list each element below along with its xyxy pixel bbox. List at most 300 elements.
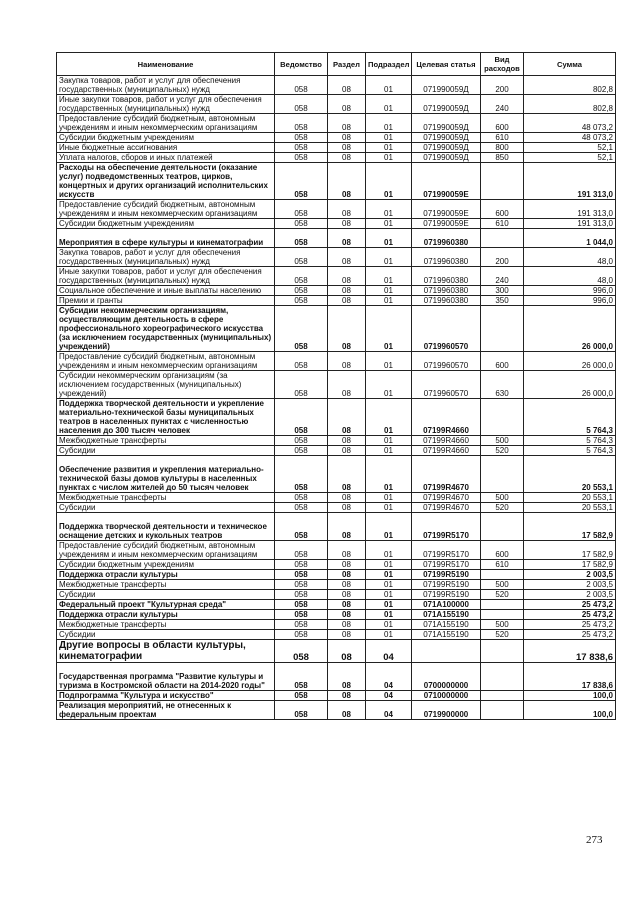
cell-vid: [481, 306, 524, 352]
cell-sum: 5 764,3: [524, 446, 616, 456]
cell-vid: [481, 663, 524, 691]
table-row: [57, 95, 616, 114]
cell-podrazdel: 04: [366, 691, 412, 701]
cell-razdel: 08: [328, 76, 366, 95]
cell-razdel: 08: [328, 133, 366, 143]
cell-razdel: 08: [328, 541, 366, 560]
cell-vid: [481, 610, 524, 620]
cell-podrazdel: 01: [366, 630, 412, 640]
cell-sum: 52,1: [524, 153, 616, 163]
cell-vid: 240: [481, 95, 524, 114]
cell-ved: 058: [275, 513, 328, 541]
cell-ved: 058: [275, 143, 328, 153]
table-row: [57, 503, 616, 513]
cell-ved: 058: [275, 229, 328, 248]
table-row: [57, 219, 616, 229]
cell-vid: [481, 163, 524, 200]
cell-vid: 300: [481, 286, 524, 296]
cell-razdel: 08: [328, 95, 366, 114]
cell-ved: 058: [275, 691, 328, 701]
cell-sum: 17 838,6: [524, 640, 616, 663]
cell-name: Субсидии: [57, 590, 275, 600]
cell-ved: 058: [275, 560, 328, 570]
cell-ved: 058: [275, 219, 328, 229]
cell-razdel: 08: [328, 163, 366, 200]
cell-ved: 058: [275, 640, 328, 663]
cell-podrazdel: 01: [366, 200, 412, 219]
cell-podrazdel: 01: [366, 133, 412, 143]
cell-sum: 17 582,9: [524, 513, 616, 541]
cell-razdel: 08: [328, 493, 366, 503]
cell-ved: 058: [275, 296, 328, 306]
cell-name: Предоставление субсидий бюджетным, автономным учреждениям и иным некоммерческим организациям: [57, 352, 275, 371]
cell-sum: 100,0: [524, 691, 616, 701]
cell-razdel: 08: [328, 456, 366, 493]
cell-name: Субсидии: [57, 630, 275, 640]
cell-ved: 058: [275, 248, 328, 267]
cell-podrazdel: 01: [366, 610, 412, 620]
cell-target: 07199R5170: [412, 541, 481, 560]
cell-sum: 48 073,2: [524, 114, 616, 133]
cell-target: 07199R4670: [412, 456, 481, 493]
cell-ved: 058: [275, 133, 328, 143]
cell-podrazdel: 01: [366, 399, 412, 436]
page-number: 273: [586, 834, 603, 846]
cell-vid: 500: [481, 580, 524, 590]
cell-target: 0719960570: [412, 352, 481, 371]
cell-sum: 26 000,0: [524, 371, 616, 399]
cell-vid: 500: [481, 436, 524, 446]
budget-table: [56, 52, 616, 720]
cell-ved: 058: [275, 456, 328, 493]
cell-ved: 058: [275, 663, 328, 691]
cell-vid: [481, 640, 524, 663]
cell-sum: 48,0: [524, 248, 616, 267]
cell-sum: 25 473,2: [524, 610, 616, 620]
cell-vid: 240: [481, 267, 524, 286]
table-row: [57, 200, 616, 219]
cell-target: 07199R5170: [412, 513, 481, 541]
cell-vid: [481, 229, 524, 248]
cell-sum: 48 073,2: [524, 133, 616, 143]
cell-target: 0710000000: [412, 691, 481, 701]
cell-podrazdel: 01: [366, 153, 412, 163]
table-header-row: [57, 53, 616, 76]
cell-razdel: 08: [328, 248, 366, 267]
cell-podrazdel: 01: [366, 580, 412, 590]
cell-razdel: 08: [328, 371, 366, 399]
cell-name: Поддержка творческой деятельности и техническое оснащение детских и кукольных театров: [57, 513, 275, 541]
cell-vid: 200: [481, 76, 524, 95]
cell-podrazdel: 01: [366, 503, 412, 513]
table-row: [57, 580, 616, 590]
cell-ved: 058: [275, 580, 328, 590]
cell-name: Обеспечение развития и укрепления материально-технической базы домов культуры в населенных пунктах с числом жителей до 50 тысяч человек: [57, 456, 275, 493]
cell-podrazdel: 01: [366, 446, 412, 456]
cell-target: 071990059Д: [412, 153, 481, 163]
table-row: [57, 143, 616, 153]
cell-razdel: 08: [328, 640, 366, 663]
table-row: [57, 560, 616, 570]
cell-vid: 600: [481, 200, 524, 219]
cell-ved: 058: [275, 76, 328, 95]
cell-vid: 630: [481, 371, 524, 399]
header-razdel: Раздел: [328, 53, 366, 76]
cell-razdel: 08: [328, 153, 366, 163]
cell-razdel: 08: [328, 200, 366, 219]
cell-target: 071990059Е: [412, 200, 481, 219]
cell-ved: 058: [275, 286, 328, 296]
cell-vid: 600: [481, 114, 524, 133]
cell-sum: 25 473,2: [524, 620, 616, 630]
cell-sum: 2 003,5: [524, 580, 616, 590]
cell-podrazdel: 04: [366, 640, 412, 663]
cell-ved: 058: [275, 493, 328, 503]
cell-target: 071990059Д: [412, 95, 481, 114]
cell-target: 07199R4670: [412, 493, 481, 503]
cell-sum: 1 044,0: [524, 229, 616, 248]
cell-target: 0719960380: [412, 296, 481, 306]
cell-razdel: 08: [328, 610, 366, 620]
cell-name: Подпрограмма "Культура и искусство": [57, 691, 275, 701]
cell-vid: [481, 456, 524, 493]
cell-target: 07199R4660: [412, 436, 481, 446]
cell-name: Субсидии: [57, 446, 275, 456]
cell-target: 071990059Е: [412, 163, 481, 200]
table-row: [57, 446, 616, 456]
cell-name: Межбюджетные трансферты: [57, 436, 275, 446]
cell-ved: 058: [275, 163, 328, 200]
table-row: [57, 114, 616, 133]
cell-ved: 058: [275, 200, 328, 219]
cell-podrazdel: 01: [366, 570, 412, 580]
table-row: [57, 590, 616, 600]
cell-podrazdel: 01: [366, 248, 412, 267]
cell-razdel: 08: [328, 399, 366, 436]
cell-ved: 058: [275, 610, 328, 620]
cell-vid: 520: [481, 446, 524, 456]
table-row: [57, 286, 616, 296]
cell-sum: 26 000,0: [524, 352, 616, 371]
cell-vid: 610: [481, 219, 524, 229]
cell-razdel: 08: [328, 114, 366, 133]
cell-ved: 058: [275, 503, 328, 513]
cell-target: 0719960570: [412, 371, 481, 399]
cell-name: Межбюджетные трансферты: [57, 580, 275, 590]
table-row: [57, 663, 616, 691]
cell-razdel: 08: [328, 436, 366, 446]
header-ved: Ведомство: [275, 53, 328, 76]
cell-razdel: 08: [328, 306, 366, 352]
cell-target: 071990059Д: [412, 133, 481, 143]
cell-podrazdel: 01: [366, 371, 412, 399]
cell-razdel: 08: [328, 219, 366, 229]
table-row: [57, 610, 616, 620]
cell-name: Мероприятия в сфере культуры и кинематографии: [57, 229, 275, 248]
cell-podrazdel: 01: [366, 513, 412, 541]
cell-vid: 600: [481, 352, 524, 371]
cell-podrazdel: 04: [366, 701, 412, 720]
cell-razdel: 08: [328, 630, 366, 640]
cell-target: 071990059Д: [412, 143, 481, 153]
cell-vid: 520: [481, 503, 524, 513]
table-row: [57, 163, 616, 200]
cell-target: 07199R4660: [412, 399, 481, 436]
cell-name: Предоставление субсидий бюджетным, автономным учреждениям и иным некоммерческим организациям: [57, 200, 275, 219]
table-row: [57, 371, 616, 399]
cell-target: 0700000000: [412, 663, 481, 691]
cell-name: Субсидии некоммерческим организациям, осуществляющим деятельность в сфере профессионального хореографического искусства (за исключением государственных (муниципальных) учреждений): [57, 306, 275, 352]
table-row: [57, 620, 616, 630]
cell-name: Закупка товаров, работ и услуг для обеспечения государственных (муниципальных) нужд: [57, 76, 275, 95]
cell-razdel: 08: [328, 513, 366, 541]
cell-name: Премии и гранты: [57, 296, 275, 306]
cell-vid: 610: [481, 133, 524, 143]
cell-name: Субсидии некоммерческим организациям (за исключением государственных (муниципальных) учреждений): [57, 371, 275, 399]
cell-name: Субсидии бюджетным учреждениям: [57, 560, 275, 570]
cell-sum: 191 313,0: [524, 200, 616, 219]
table-body: [57, 76, 616, 720]
cell-ved: 058: [275, 267, 328, 286]
cell-name: Поддержка отрасли культуры: [57, 610, 275, 620]
header-sum: Сумма: [524, 53, 616, 76]
cell-sum: 25 473,2: [524, 600, 616, 610]
cell-razdel: 08: [328, 296, 366, 306]
cell-vid: [481, 513, 524, 541]
cell-ved: 058: [275, 114, 328, 133]
cell-sum: 25 473,2: [524, 630, 616, 640]
cell-target: 07199R5170: [412, 560, 481, 570]
cell-razdel: 08: [328, 663, 366, 691]
cell-razdel: 08: [328, 286, 366, 296]
cell-podrazdel: 01: [366, 95, 412, 114]
cell-podrazdel: 01: [366, 163, 412, 200]
cell-ved: 058: [275, 446, 328, 456]
cell-target: 071990059Д: [412, 114, 481, 133]
table-row: [57, 267, 616, 286]
table-row: [57, 691, 616, 701]
cell-vid: 600: [481, 541, 524, 560]
cell-razdel: 08: [328, 600, 366, 610]
cell-sum: 802,8: [524, 95, 616, 114]
cell-razdel: 08: [328, 691, 366, 701]
cell-sum: 52,1: [524, 143, 616, 153]
cell-podrazdel: 01: [366, 352, 412, 371]
cell-target: 0719960380: [412, 229, 481, 248]
cell-vid: [481, 399, 524, 436]
cell-target: 0719960380: [412, 267, 481, 286]
cell-vid: [481, 701, 524, 720]
cell-ved: 058: [275, 399, 328, 436]
cell-name: Поддержка творческой деятельности и укрепление материально-технической базы муниципальных театров в населенных пунктах с численностью населения до 300 тысяч человек: [57, 399, 275, 436]
cell-ved: 058: [275, 570, 328, 580]
cell-razdel: 08: [328, 229, 366, 248]
cell-ved: 058: [275, 371, 328, 399]
cell-name: Субсидии: [57, 503, 275, 513]
cell-name: Социальное обеспечение и иные выплаты населению: [57, 286, 275, 296]
cell-name: Иные закупки товаров, работ и услуг для обеспечения государственных (муниципальных) нужд: [57, 267, 275, 286]
cell-vid: 520: [481, 590, 524, 600]
cell-razdel: 08: [328, 580, 366, 590]
cell-sum: 5 764,3: [524, 399, 616, 436]
cell-name: Другие вопросы в области культуры, кинематографии: [57, 640, 275, 663]
cell-name: Реализация мероприятий, не отнесенных к федеральным проектам: [57, 701, 275, 720]
cell-target: 071A155190: [412, 620, 481, 630]
cell-sum: 17 582,9: [524, 541, 616, 560]
cell-name: Межбюджетные трансферты: [57, 620, 275, 630]
cell-podrazdel: 01: [366, 267, 412, 286]
cell-sum: 2 003,5: [524, 570, 616, 580]
cell-razdel: 08: [328, 143, 366, 153]
cell-ved: 058: [275, 600, 328, 610]
table-row: [57, 248, 616, 267]
cell-podrazdel: 01: [366, 620, 412, 630]
cell-vid: 500: [481, 493, 524, 503]
cell-vid: 500: [481, 620, 524, 630]
cell-sum: 17 582,9: [524, 560, 616, 570]
table-row: [57, 513, 616, 541]
header-name: Наименование: [57, 53, 275, 76]
table-row: [57, 133, 616, 143]
cell-podrazdel: 01: [366, 306, 412, 352]
cell-podrazdel: 01: [366, 541, 412, 560]
cell-sum: 191 313,0: [524, 163, 616, 200]
table-row: [57, 76, 616, 95]
cell-name: Поддержка отрасли культуры: [57, 570, 275, 580]
cell-name: Государственная программа "Развитие культуры и туризма в Костромской области на 2014-2020 годы": [57, 663, 275, 691]
cell-target: 07199R5190: [412, 570, 481, 580]
cell-vid: [481, 570, 524, 580]
cell-sum: 5 764,3: [524, 436, 616, 446]
cell-podrazdel: 01: [366, 590, 412, 600]
cell-name: Расходы на обеспечение деятельности (оказание услуг) подведомственных театров, цирков, концертных и других организаций исполнительских искусств: [57, 163, 275, 200]
cell-target: 0719960570: [412, 306, 481, 352]
cell-razdel: 08: [328, 352, 366, 371]
table-row: [57, 630, 616, 640]
cell-razdel: 08: [328, 446, 366, 456]
cell-razdel: 08: [328, 570, 366, 580]
cell-target: 07199R5190: [412, 580, 481, 590]
table-row: [57, 570, 616, 580]
cell-target: [412, 640, 481, 663]
cell-podrazdel: 01: [366, 560, 412, 570]
cell-vid: 350: [481, 296, 524, 306]
header-vid: Вид расходов: [481, 53, 524, 76]
cell-vid: 800: [481, 143, 524, 153]
cell-podrazdel: 01: [366, 219, 412, 229]
cell-target: 071990059Е: [412, 219, 481, 229]
cell-podrazdel: 01: [366, 456, 412, 493]
cell-sum: 996,0: [524, 286, 616, 296]
cell-ved: 058: [275, 436, 328, 446]
table-row: [57, 229, 616, 248]
cell-vid: 610: [481, 560, 524, 570]
cell-name: Субсидии бюджетным учреждениям: [57, 219, 275, 229]
cell-ved: 058: [275, 352, 328, 371]
cell-podrazdel: 01: [366, 114, 412, 133]
cell-target: 071A155190: [412, 630, 481, 640]
table-row: [57, 153, 616, 163]
table-row: [57, 541, 616, 560]
cell-podrazdel: 01: [366, 296, 412, 306]
cell-podrazdel: 01: [366, 143, 412, 153]
cell-target: 0719900000: [412, 701, 481, 720]
cell-ved: 058: [275, 95, 328, 114]
cell-sum: 20 553,1: [524, 456, 616, 493]
cell-podrazdel: 01: [366, 493, 412, 503]
cell-target: 071A100000: [412, 600, 481, 610]
cell-sum: 20 553,1: [524, 503, 616, 513]
cell-sum: 26 000,0: [524, 306, 616, 352]
cell-ved: 058: [275, 701, 328, 720]
table-row: [57, 493, 616, 503]
cell-razdel: 08: [328, 267, 366, 286]
header-target: Целевая статья: [412, 53, 481, 76]
table-row: [57, 640, 616, 663]
cell-ved: 058: [275, 590, 328, 600]
cell-target: 0719960380: [412, 248, 481, 267]
cell-ved: 058: [275, 630, 328, 640]
cell-razdel: 08: [328, 503, 366, 513]
table-row: [57, 701, 616, 720]
cell-podrazdel: 01: [366, 600, 412, 610]
cell-sum: 20 553,1: [524, 493, 616, 503]
table-row: [57, 399, 616, 436]
cell-name: Уплата налогов, сборов и иных платежей: [57, 153, 275, 163]
cell-podrazdel: 04: [366, 663, 412, 691]
cell-razdel: 08: [328, 620, 366, 630]
table-row: [57, 600, 616, 610]
cell-podrazdel: 01: [366, 286, 412, 296]
cell-target: 07199R4670: [412, 503, 481, 513]
table-row: [57, 456, 616, 493]
cell-vid: 520: [481, 630, 524, 640]
cell-target: 0719960380: [412, 286, 481, 296]
cell-name: Предоставление субсидий бюджетным, автономным учреждениям и иным некоммерческим организациям: [57, 114, 275, 133]
cell-vid: 850: [481, 153, 524, 163]
cell-name: Федеральный проект "Культурная среда": [57, 600, 275, 610]
cell-sum: 802,8: [524, 76, 616, 95]
cell-vid: [481, 600, 524, 610]
header-podrazdel: Подраздел: [366, 53, 412, 76]
cell-target: 07199R5190: [412, 590, 481, 600]
cell-target: 071990059Д: [412, 76, 481, 95]
cell-target: 07199R4660: [412, 446, 481, 456]
cell-vid: 200: [481, 248, 524, 267]
cell-name: Предоставление субсидий бюджетным, автономным учреждениям и иным некоммерческим организациям: [57, 541, 275, 560]
cell-ved: 058: [275, 153, 328, 163]
cell-name: Межбюджетные трансферты: [57, 493, 275, 503]
cell-sum: 2 003,5: [524, 590, 616, 600]
cell-podrazdel: 01: [366, 436, 412, 446]
cell-sum: 48,0: [524, 267, 616, 286]
cell-ved: 058: [275, 306, 328, 352]
table-row: [57, 436, 616, 446]
cell-ved: 058: [275, 541, 328, 560]
cell-name: Иные закупки товаров, работ и услуг для обеспечения государственных (муниципальных) нужд: [57, 95, 275, 114]
cell-sum: 996,0: [524, 296, 616, 306]
cell-razdel: 08: [328, 560, 366, 570]
cell-sum: 100,0: [524, 701, 616, 720]
cell-podrazdel: 01: [366, 229, 412, 248]
cell-sum: 191 313,0: [524, 219, 616, 229]
cell-name: Иные бюджетные ассигнования: [57, 143, 275, 153]
cell-sum: 17 838,6: [524, 663, 616, 691]
cell-vid: [481, 691, 524, 701]
cell-podrazdel: 01: [366, 76, 412, 95]
table-row: [57, 296, 616, 306]
cell-razdel: 08: [328, 590, 366, 600]
